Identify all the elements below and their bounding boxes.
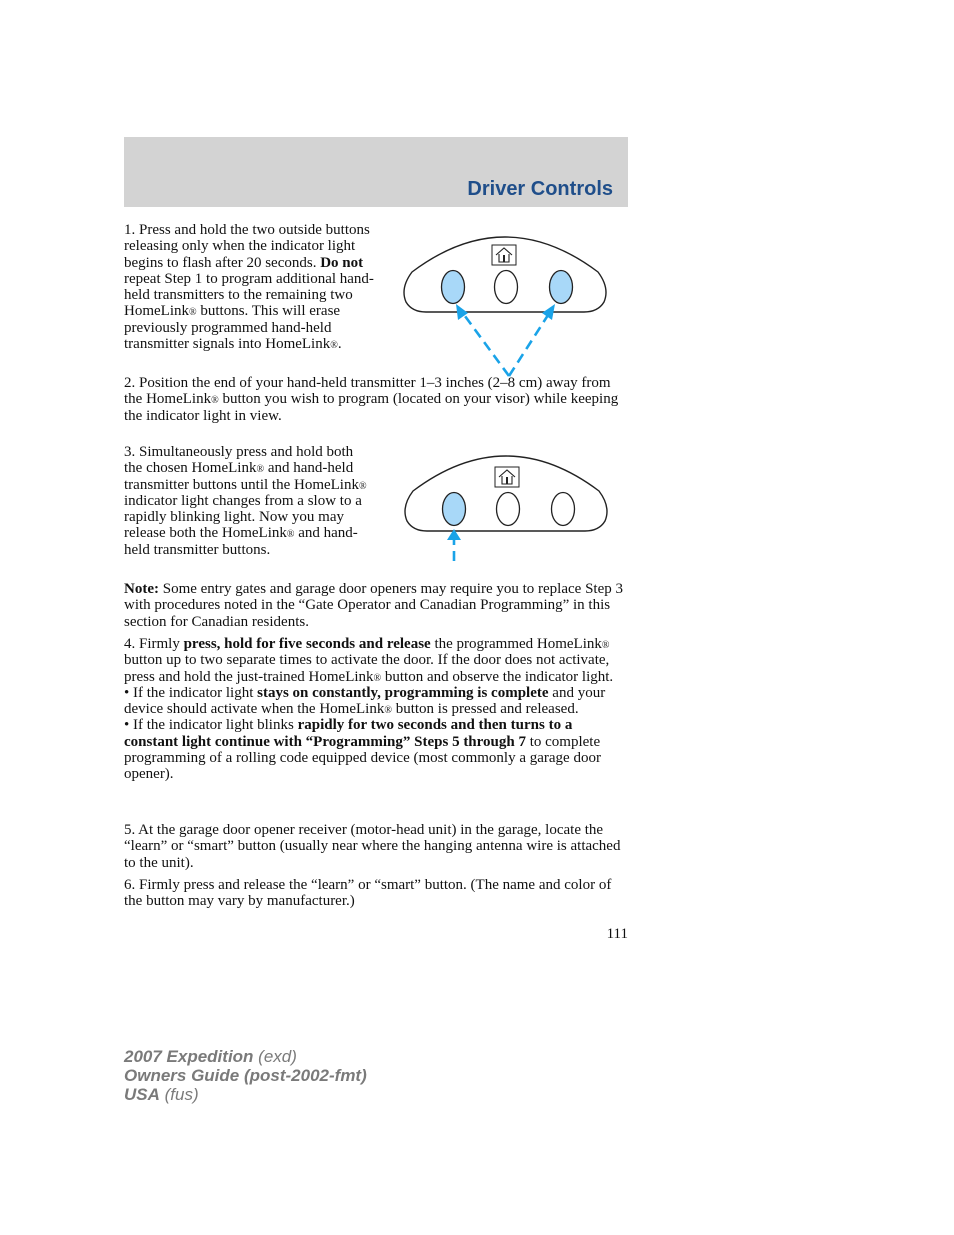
highlight-arrow-icon bbox=[456, 304, 555, 376]
registered-mark: ® bbox=[286, 529, 295, 541]
section-title: Driver Controls bbox=[467, 178, 613, 200]
registered-mark: ® bbox=[358, 480, 367, 492]
footer-line-2 bbox=[124, 1066, 367, 1085]
registered-mark: ® bbox=[384, 705, 392, 717]
registered-mark: ® bbox=[189, 307, 197, 319]
homelink-button-center bbox=[495, 271, 518, 304]
step-3-paragraph bbox=[124, 444, 372, 558]
step-2-text-a: 2. Position the end of your hand-held transmitter 1–3 inches (2–8 cm) away from the HomeLink bbox=[124, 375, 611, 408]
step-4-text-d: button and observe the indicator light. bbox=[381, 668, 614, 685]
footer-guide: Owners Guide (post-2002-fmt) bbox=[124, 1066, 367, 1085]
registered-mark: ® bbox=[211, 395, 219, 407]
step-1-text-a: repeat Step 1 to program additional hand-held transmitters to the remaining two HomeLink bbox=[124, 270, 374, 320]
footer-market-code: (fus) bbox=[159, 1085, 199, 1104]
step-1-paragraph bbox=[124, 222, 374, 352]
step-2-paragraph bbox=[124, 375, 629, 424]
registered-mark: ® bbox=[256, 464, 265, 476]
step-3-text-c: indicator light changes from a slow to a rapidly blinking light. Now you may release both the HomeLink bbox=[124, 492, 362, 542]
homelink-button-right bbox=[550, 271, 573, 304]
bullet-2-text-b: to complete programming of a rolling code equipped device (most commonly a garage door opener). bbox=[124, 733, 601, 783]
step-1-bold: Do not bbox=[320, 254, 364, 271]
step-1-text-b: buttons. This will erase previously programmed hand-held transmitter signals into HomeLink bbox=[124, 303, 341, 353]
note-text: Some entry gates and garage door openers may require you to replace Step 3 with procedures noted in the “Gate Operator and Canadian Programming” in this section for Canadian residents. bbox=[124, 581, 623, 630]
step-1-lead: 1. Press and hold the two outside buttons releasing only when the indicator light begins to flash after 20 seconds. bbox=[124, 222, 370, 271]
bullet-1-bold: stays on constantly, programming is complete bbox=[257, 684, 549, 701]
step-3-text-b: and hand-held transmitter buttons until the HomeLink bbox=[124, 460, 359, 493]
bullet-1-text-a: • If the indicator light bbox=[124, 684, 258, 701]
bullet-2-bold: rapidly for two seconds and then turns to a constant light continue with “Programming” Steps 5 through 7 bbox=[124, 717, 573, 750]
registered-mark: ® bbox=[373, 672, 382, 684]
homelink-button-left bbox=[442, 271, 465, 304]
footer-line-1 bbox=[124, 1047, 367, 1066]
step-4-paragraph bbox=[124, 636, 629, 783]
homelink-diagram-outer-buttons bbox=[400, 228, 610, 380]
footer-model: 2007 Expedition bbox=[124, 1047, 254, 1066]
footer-line-3 bbox=[124, 1085, 367, 1104]
note-paragraph bbox=[124, 581, 629, 630]
step-4-bold: press, hold for five seconds and release bbox=[183, 636, 431, 652]
step-4-text-c: button up to two separate times to activate the door. If the door does not activate, press and hold the just-trained HomeLink bbox=[124, 652, 610, 685]
homelink-diagram-left-button bbox=[401, 447, 611, 565]
bullet-1-text-c: button is pressed and released. bbox=[391, 701, 579, 718]
homelink-button-left bbox=[443, 493, 466, 526]
step-1-text-c: . bbox=[337, 336, 342, 353]
registered-mark: ® bbox=[601, 640, 610, 651]
bullet-2-text-a: • If the indicator light blinks bbox=[124, 717, 298, 734]
homelink-button-right bbox=[552, 493, 575, 526]
step-3-text-d: and hand-held transmitter buttons. bbox=[124, 525, 358, 558]
step-3-text-a: 3. Simultaneously press and hold both the chosen HomeLink bbox=[124, 444, 354, 477]
document-footer bbox=[124, 1047, 367, 1104]
step-6-paragraph: 6. Firmly press and release the “learn” or “smart” button. (The name and color of the button may vary by manufacturer.) bbox=[124, 877, 612, 910]
step-5-paragraph: 5. At the garage door opener receiver (motor-head unit) in the garage, locate the “learn” or “smart” button (usually near where the hanging antenna wire is attached to the unit). bbox=[124, 822, 621, 871]
note-label: Note: bbox=[124, 581, 159, 597]
registered-mark: ® bbox=[330, 340, 338, 352]
highlight-arrow-icon bbox=[447, 529, 461, 561]
footer-model-code: (exd) bbox=[253, 1047, 297, 1066]
homelink-button-center bbox=[497, 493, 520, 526]
bullet-1-text-b: and your device should activate when the HomeLink bbox=[124, 684, 606, 718]
section-header-band bbox=[124, 137, 628, 207]
footer-market: USA bbox=[124, 1085, 160, 1104]
step-4-text-b: the programmed HomeLink bbox=[430, 636, 602, 652]
step-4-text-a: 4. Firmly bbox=[124, 636, 184, 652]
page-number: 111 bbox=[606, 926, 628, 942]
step-2-text-b: button you wish to program (located on your visor) while keeping the indicator light in view. bbox=[124, 391, 619, 424]
